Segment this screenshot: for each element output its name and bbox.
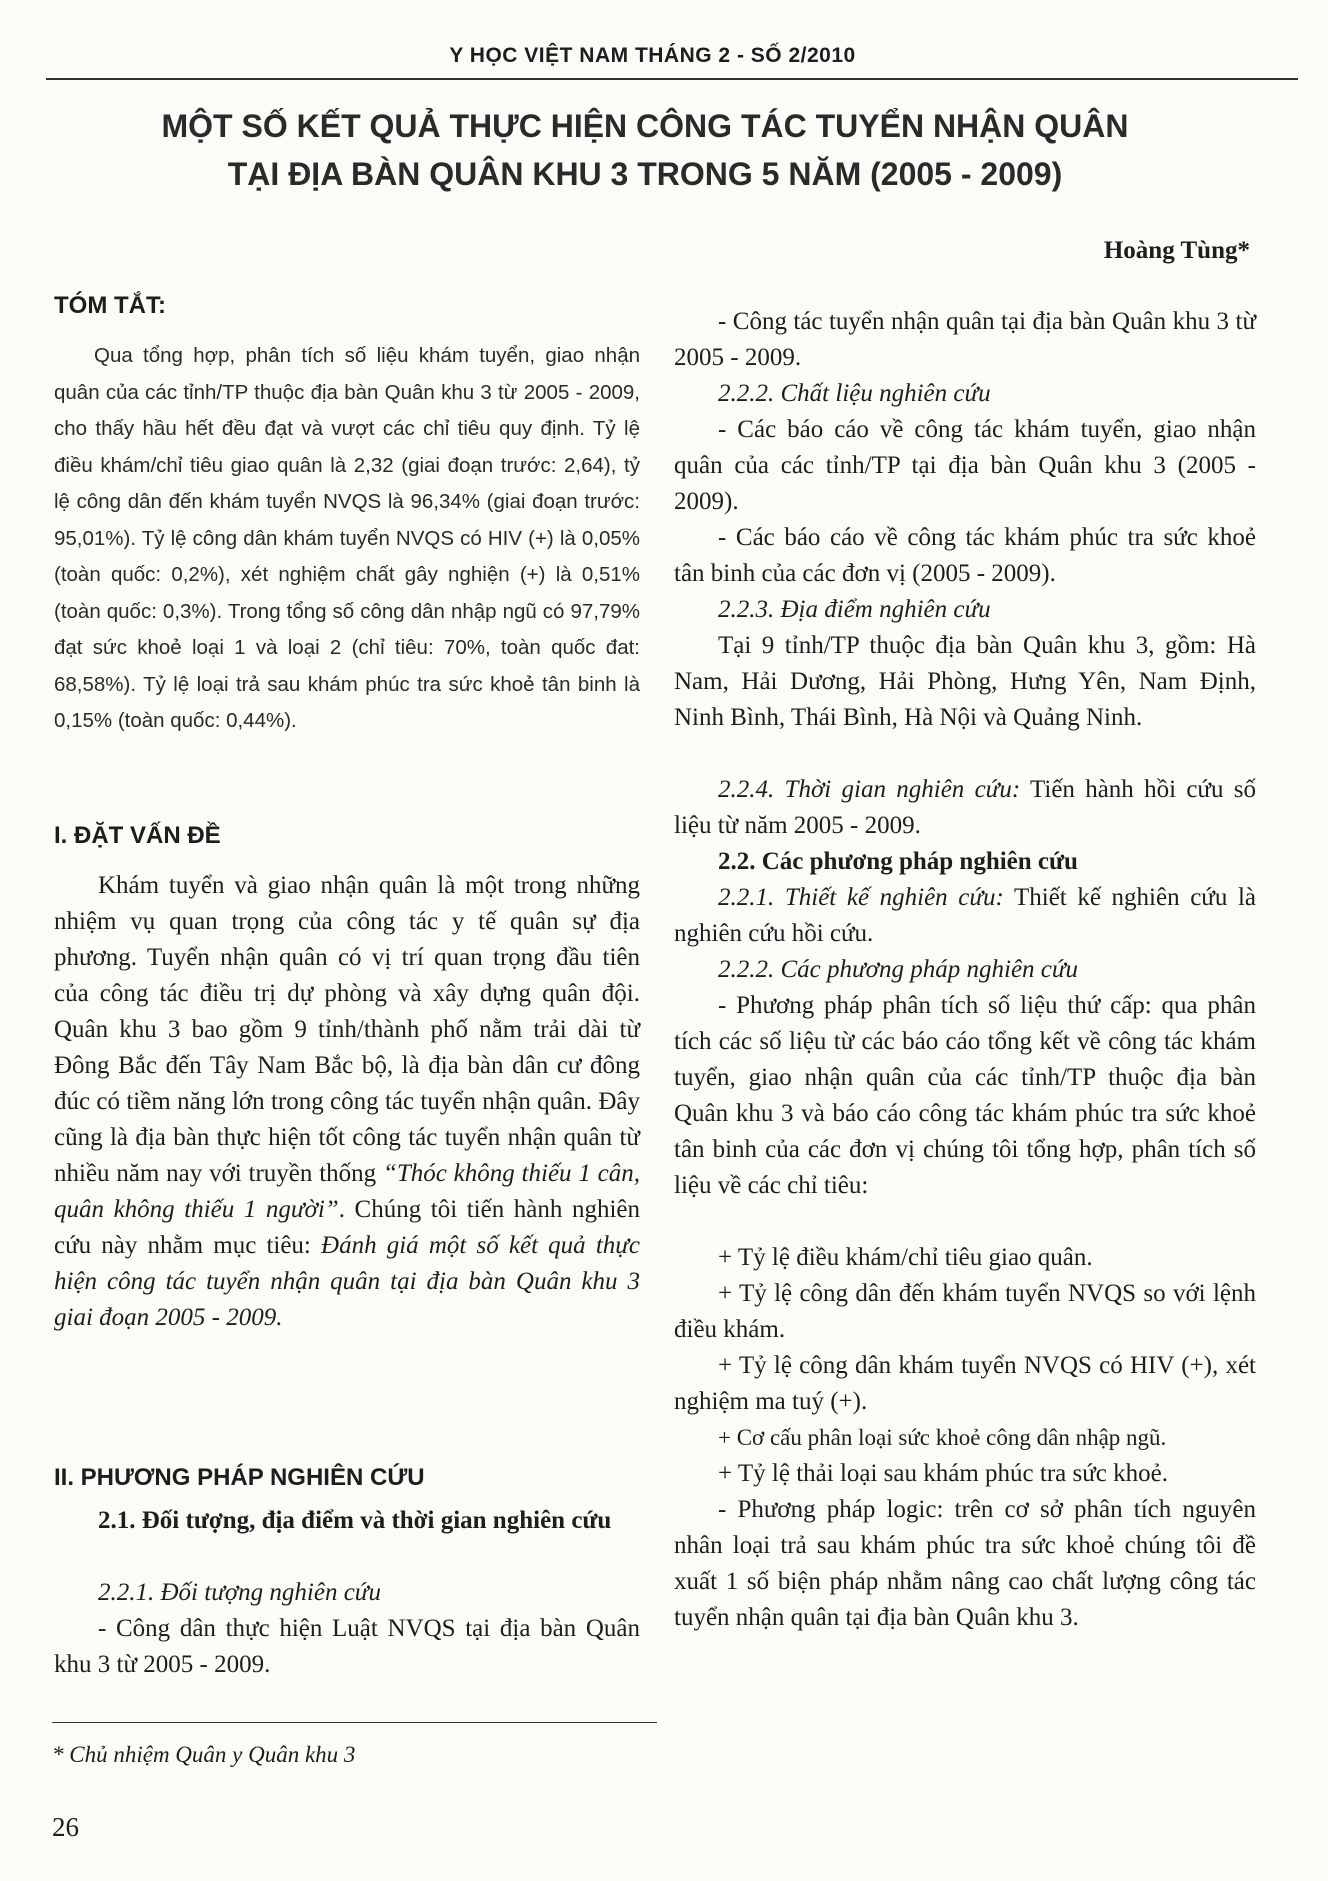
- design-label: 2.2.1. Thiết kế nghiên cứu:: [718, 884, 1004, 911]
- title-line-2: TẠI ĐỊA BÀN QUÂN KHU 3 TRONG 5 NĂM (2005 - 2009): [227, 156, 1063, 192]
- criteria-item-1: + Tỷ lệ điều khám/chỉ tiêu giao quân.: [718, 1244, 1093, 1271]
- criteria-item-3: + Tỷ lệ công dân khám tuyển NVQS có HIV (+), xét nghiệm ma tuý (+).: [674, 1352, 1256, 1415]
- subsection-2-2-1: 2.2.1. Đối tượng nghiên cứu: [98, 1579, 381, 1606]
- method-secondary-data: - Phương pháp phân tích số liệu thứ cấp: qua phân tích các số liệu từ các báo cáo tổng kết về công tác khám tuyển, giao nhận quân của các tỉnh/TP thuộc địa bàn Quân khu 3 và báo cáo công tác khám phúc tra sức khoẻ tân binh của các đơn vị chúng tôi tổng hợp, phân tích số liệu về các chỉ tiêu:: [674, 992, 1256, 1199]
- subsection-2-2-4-label: 2.2.4. Thời gian nghiên cứu:: [718, 776, 1021, 803]
- intro-text-2: . Chúng tôi tiến hành nghiên cứu này nhằm mục tiêu:: [54, 1196, 640, 1259]
- article-title: [80, 102, 1210, 198]
- method-logic: - Phương pháp logic: trên cơ sở phân tích nguyên nhân loại trả sau khám phúc tra sức khoẻ chúng tôi đề xuất 1 số biện pháp nhằm nâng cao chất lượng công tác tuyển nhận quân tại địa bàn Quân khu 3.: [674, 1496, 1256, 1631]
- page-number: 26: [52, 1812, 79, 1842]
- section-1-heading: I. ĐẶT VẤN ĐỀ: [54, 822, 221, 849]
- subsection-2-2: 2.2. Các phương pháp nghiên cứu: [718, 848, 1078, 875]
- footnote: * Chủ nhiệm Quân y Quân khu 3: [52, 1742, 356, 1767]
- subsection-2-2-1-design: [674, 880, 1256, 952]
- section-1-paragraph: [54, 868, 640, 1336]
- header-rule: [46, 78, 1298, 80]
- criteria-item-4: + Cơ cấu phân loại sức khoẻ công dân nhập ngũ.: [718, 1425, 1167, 1450]
- title-line-1: MỘT SỐ KẾT QUẢ THỰC HIỆN CÔNG TÁC TUYỂN NHẬN QUÂN: [161, 108, 1129, 144]
- subsection-2-1: 2.1. Đối tượng, địa điểm và thời gian nghiên cứu: [98, 1507, 612, 1534]
- author-name: Hoàng Tùng*: [1103, 237, 1250, 264]
- material-item-2: - Các báo cáo về công tác khám phúc tra sức khoẻ tân binh của các đơn vị (2005 - 2009).: [674, 524, 1256, 587]
- subsection-2-2-4: [674, 772, 1256, 844]
- study-subject-item-2: - Công tác tuyển nhận quân tại địa bàn Quân khu 3 từ 2005 - 2009.: [674, 308, 1256, 371]
- research-goal: Đánh giá một số kết quả thực hiện công tác tuyển nhận quân tại địa bàn Quân khu 3 giai đoạn 2005 - 2009.: [54, 1232, 640, 1331]
- intro-quote: “Thóc không thiếu 1 cân, quân không thiếu 1 người”: [54, 1160, 640, 1223]
- criteria-item-5: + Tỷ lệ thải loại sau khám phúc tra sức khoẻ.: [718, 1460, 1168, 1487]
- abstract-heading: TÓM TẮT:: [54, 292, 166, 319]
- design-item: Thiết kế nghiên cứu là nghiên cứu hồi cứu.: [674, 884, 1256, 947]
- criteria-item-2: + Tỷ lệ công dân đến khám tuyển NVQS so với lệnh điều khám.: [674, 1280, 1256, 1343]
- material-item-1: - Các báo cáo về công tác khám tuyển, giao nhận quân của các tỉnh/TP tại địa bàn Quân khu 3 (2005 - 2009).: [674, 416, 1256, 515]
- subsection-2-2-2: 2.2.2. Chất liệu nghiên cứu: [718, 380, 991, 407]
- time-item: Tiến hành hồi cứu số liệu từ năm 2005 - 2009.: [674, 776, 1256, 839]
- study-subject-item: - Công dân thực hiện Luật NVQS tại địa bàn Quân khu 3 từ 2005 - 2009.: [54, 1615, 640, 1678]
- intro-text: Khám tuyển và giao nhận quân là một trong những nhiệm vụ quan trọng của công tác y tế quân sự địa phương. Tuyển nhận quân có vị trí quan trọng đầu tiên của công tác điều trị dự phòng và xây dựng quân đội. Quân khu 3 bao gồm 9 tỉnh/thành phố nằm trải dài từ Đông Bắc đến Tây Nam Bắc bộ, là địa bàn dân cư đông đúc có tiềm năng lớn trong công tác tuyển nhận quân. Đây cũng là địa bàn thực hiện tốt công tác tuyển nhận quân từ nhiều năm nay với truyền thống: [54, 872, 640, 1187]
- footnote-rule: [52, 1722, 657, 1723]
- location-item: Tại 9 tỉnh/TP thuộc địa bàn Quân khu 3, gồm: Hà Nam, Hải Dương, Hải Phòng, Hưng Yên, Nam Định, Ninh Bình, Thái Bình, Hà Nội và Quảng Ninh.: [674, 632, 1256, 731]
- journal-header: Y HỌC VIỆT NAM THÁNG 2 - SỐ 2/2010: [449, 44, 856, 67]
- section-2-heading: II. PHƯƠNG PHÁP NGHIÊN CỨU: [54, 1464, 425, 1491]
- subsection-2-2-2-methods: 2.2.2. Các phương pháp nghiên cứu: [718, 956, 1079, 983]
- subsection-2-2-3: 2.2.3. Địa điểm nghiên cứu: [718, 596, 991, 623]
- abstract-text: Qua tổng hợp, phân tích số liệu khám tuyển, giao nhận quân của các tỉnh/TP thuộc địa bàn Quân khu 3 từ 2005 - 2009, cho thấy hầu hết đều đạt và vượt các chỉ tiêu quy định. Tỷ lệ điều khám/chỉ tiêu giao quân là 2,32 (giai đoạn trước: 2,64), tỷ lệ công dân đến khám tuyển NVQS là 96,34% (giai đoạn trước: 95,01%). Tỷ lệ công dân khám tuyển NVQS có HIV (+) là 0,05% (toàn quốc: 0,2%), xét nghiệm chất gây nghiện (+) là 0,51% (toàn quốc: 0,3%). Trong tổng số công dân nhập ngũ có 97,79% đạt sức khoẻ loại 1 và loại 2 (chỉ tiêu: 70%, toàn quốc đat: 68,58%). Tỷ lệ loại trả sau khám phúc tra sức khoẻ tân binh là 0,15% (toàn quốc: 0,44%).: [54, 344, 640, 732]
